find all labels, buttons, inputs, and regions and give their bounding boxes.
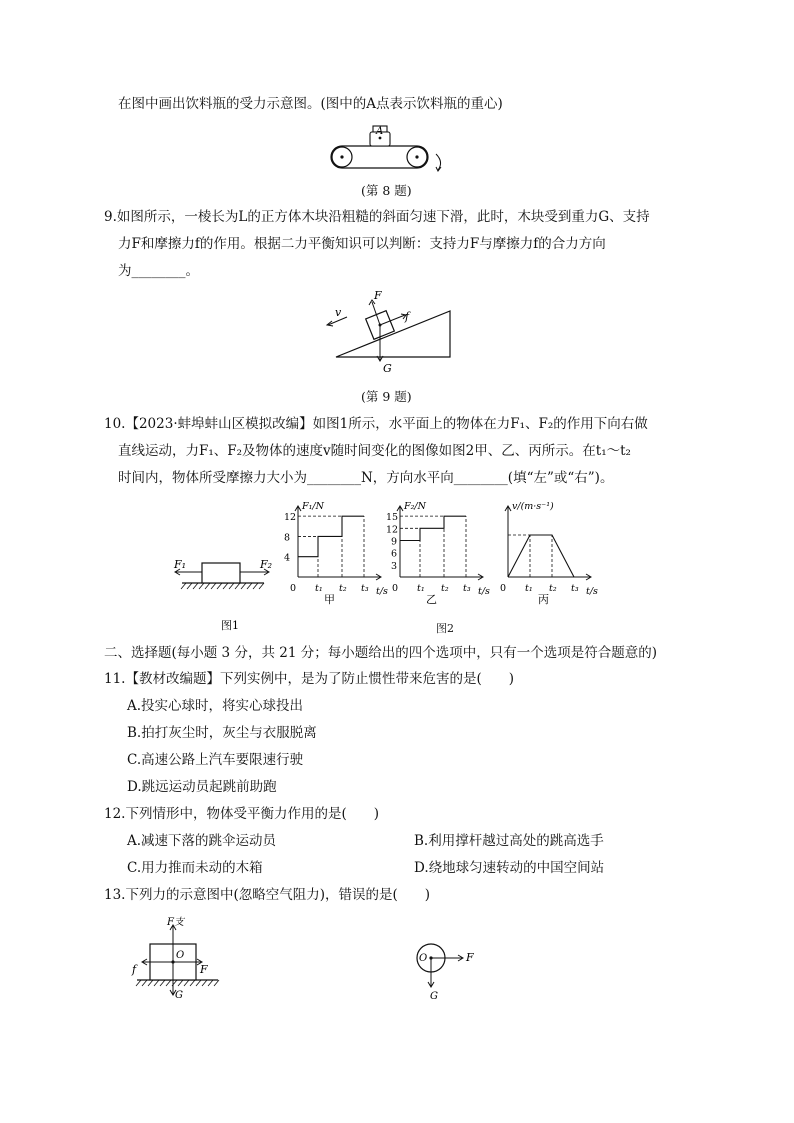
- graph-2-xtick-3: t₃: [463, 583, 471, 594]
- q9-label-v: v: [335, 306, 342, 319]
- graph-3-xtick-0: 0: [500, 583, 507, 594]
- q10-line3: 时间内，物体所受摩擦力大小为________N，方向水平向________(填“左”或“右”)。: [118, 470, 614, 486]
- q10-line1: 10.【2023·蚌埠蚌山区模拟改编】如图1所示，水平面上的物体在力F₁、F₂的作用下向右做: [104, 416, 648, 432]
- graph-3-xtick-3: t₃: [571, 583, 579, 594]
- graph-1-xtick-2: t₂: [339, 583, 347, 594]
- section2-heading: 二、选择题(每小题 3 分，共 21 分；每小题给出的四个选项中，只有一个选项是符合题意的): [104, 645, 657, 661]
- q13a-G: G: [175, 990, 183, 1001]
- q12-stem: 12.下列情形中，物体受平衡力作用的是( ): [104, 806, 380, 822]
- fig1-caption: 图1: [221, 619, 239, 632]
- graph-2-xtick-1: t₁: [417, 583, 425, 594]
- graph-1-ytick-0: 12: [284, 512, 297, 524]
- q10-line2: 直线运动，力F₁、F₂及物体的速度v随时间变化的图像如图2甲、乙、丙所示。在t₁～t₂: [118, 443, 631, 459]
- graph-2-ytick-0: 15: [386, 512, 399, 524]
- q8-caption: (第 8 题): [361, 183, 412, 198]
- graph-2-name: 乙: [426, 593, 437, 606]
- graph-1-line: [298, 516, 364, 557]
- q12-option-b: B.利用撑杆越过高处的跳高选手: [414, 833, 604, 849]
- q11-option-a: A.投实心球时，将实心球投出: [127, 698, 304, 714]
- q9-label-G: G: [383, 362, 392, 375]
- incline-plane: [336, 311, 450, 357]
- q13-stem: 13.下列力的示意图中(忽略空气阻力)，错误的是( ): [104, 887, 431, 903]
- graph-3-xlabel: t/s: [586, 586, 598, 597]
- graph-2-ylabel: F₂/N: [404, 501, 426, 512]
- q11-stem: 11.【教材改编题】下列实例中，是为了防止惯性带来危害的是( ): [104, 671, 515, 687]
- graph-1-xtick-1: t₁: [315, 583, 323, 594]
- q11-option-d: D.跳远运动员起跳前助跑: [127, 779, 277, 795]
- q12-option-d: D.绕地球匀速转动的中国空间站: [414, 860, 605, 876]
- graph-1-ylabel: F₁/N: [302, 501, 324, 512]
- q9-line2: 力F和摩擦力f的作用。根据二力平衡知识可以判断：支持力F与摩擦力f的合力方向: [118, 236, 606, 252]
- q9-label-F: F: [374, 289, 382, 302]
- graph-1-name: 甲: [324, 593, 335, 606]
- graph-1-xtick-0: 0: [290, 583, 297, 594]
- q13a-O: O: [176, 950, 185, 961]
- q13a-f: f: [132, 963, 137, 976]
- q13b-G: G: [430, 991, 438, 1002]
- graph-3-xtick-2: t₂: [549, 583, 557, 594]
- conveyor-belt: [331, 146, 428, 168]
- graph-1-ytick-1: 8: [284, 532, 291, 544]
- graph-2-line: [400, 516, 466, 540]
- ground-hatch: [181, 583, 264, 589]
- block: [202, 563, 240, 583]
- q8-text: 在图中画出饮料瓶的受力示意图。(图中的A点表示饮料瓶的重心): [118, 96, 503, 112]
- q9-line1: 9.如图所示，一棱长为L的正方体木块沿粗糙的斜面匀速下滑，此时，木块受到重力G、支持: [104, 209, 650, 225]
- graph-3-ylabel: v/(m·s⁻¹): [512, 501, 554, 512]
- q13b-O: O: [419, 953, 428, 964]
- graph-1-xlabel: t/s: [376, 586, 388, 597]
- q12-option-c: C.用力推而未动的木箱: [127, 860, 263, 876]
- graph-1-ytick-2: 4: [284, 552, 291, 564]
- graph-2-ytick-4: 3: [391, 560, 398, 572]
- q11-option-c: C.高速公路上汽车要限速行驶: [127, 752, 304, 768]
- q13a-F: F: [200, 963, 208, 976]
- graph-3-name: 丙: [538, 593, 549, 606]
- q9-line3: 为________。: [118, 263, 199, 279]
- graph-1-xtick-3: t₃: [361, 583, 369, 594]
- graph-2-ytick-2: 9: [391, 536, 398, 548]
- graph-2-xtick-0: 0: [392, 583, 399, 594]
- fig1-F2-label: F₂: [260, 558, 273, 571]
- bottle-point-label: A: [376, 126, 384, 137]
- q9-label-f: f: [405, 310, 410, 323]
- graph-2-xtick-2: t₂: [441, 583, 449, 594]
- graph-2-ytick-3: 6: [391, 548, 398, 560]
- graph-3-xtick-1: t₁: [525, 583, 533, 594]
- q12-option-a: A.减速下落的跳伞运动员: [127, 833, 277, 849]
- q9-caption: (第 9 题): [361, 389, 412, 404]
- q13a-Fsup: F支: [167, 917, 184, 928]
- graph-2-xlabel: t/s: [478, 586, 490, 597]
- q11-option-b: B.拍打灰尘时，灰尘与衣服脱离: [127, 725, 317, 741]
- graph-2-ytick-1: 12: [386, 524, 399, 536]
- graph-3-line: [508, 535, 574, 577]
- fig2-caption: 图2: [436, 622, 454, 635]
- q13b-F: F: [466, 951, 474, 964]
- fig1-F1-label: F₁: [174, 558, 187, 571]
